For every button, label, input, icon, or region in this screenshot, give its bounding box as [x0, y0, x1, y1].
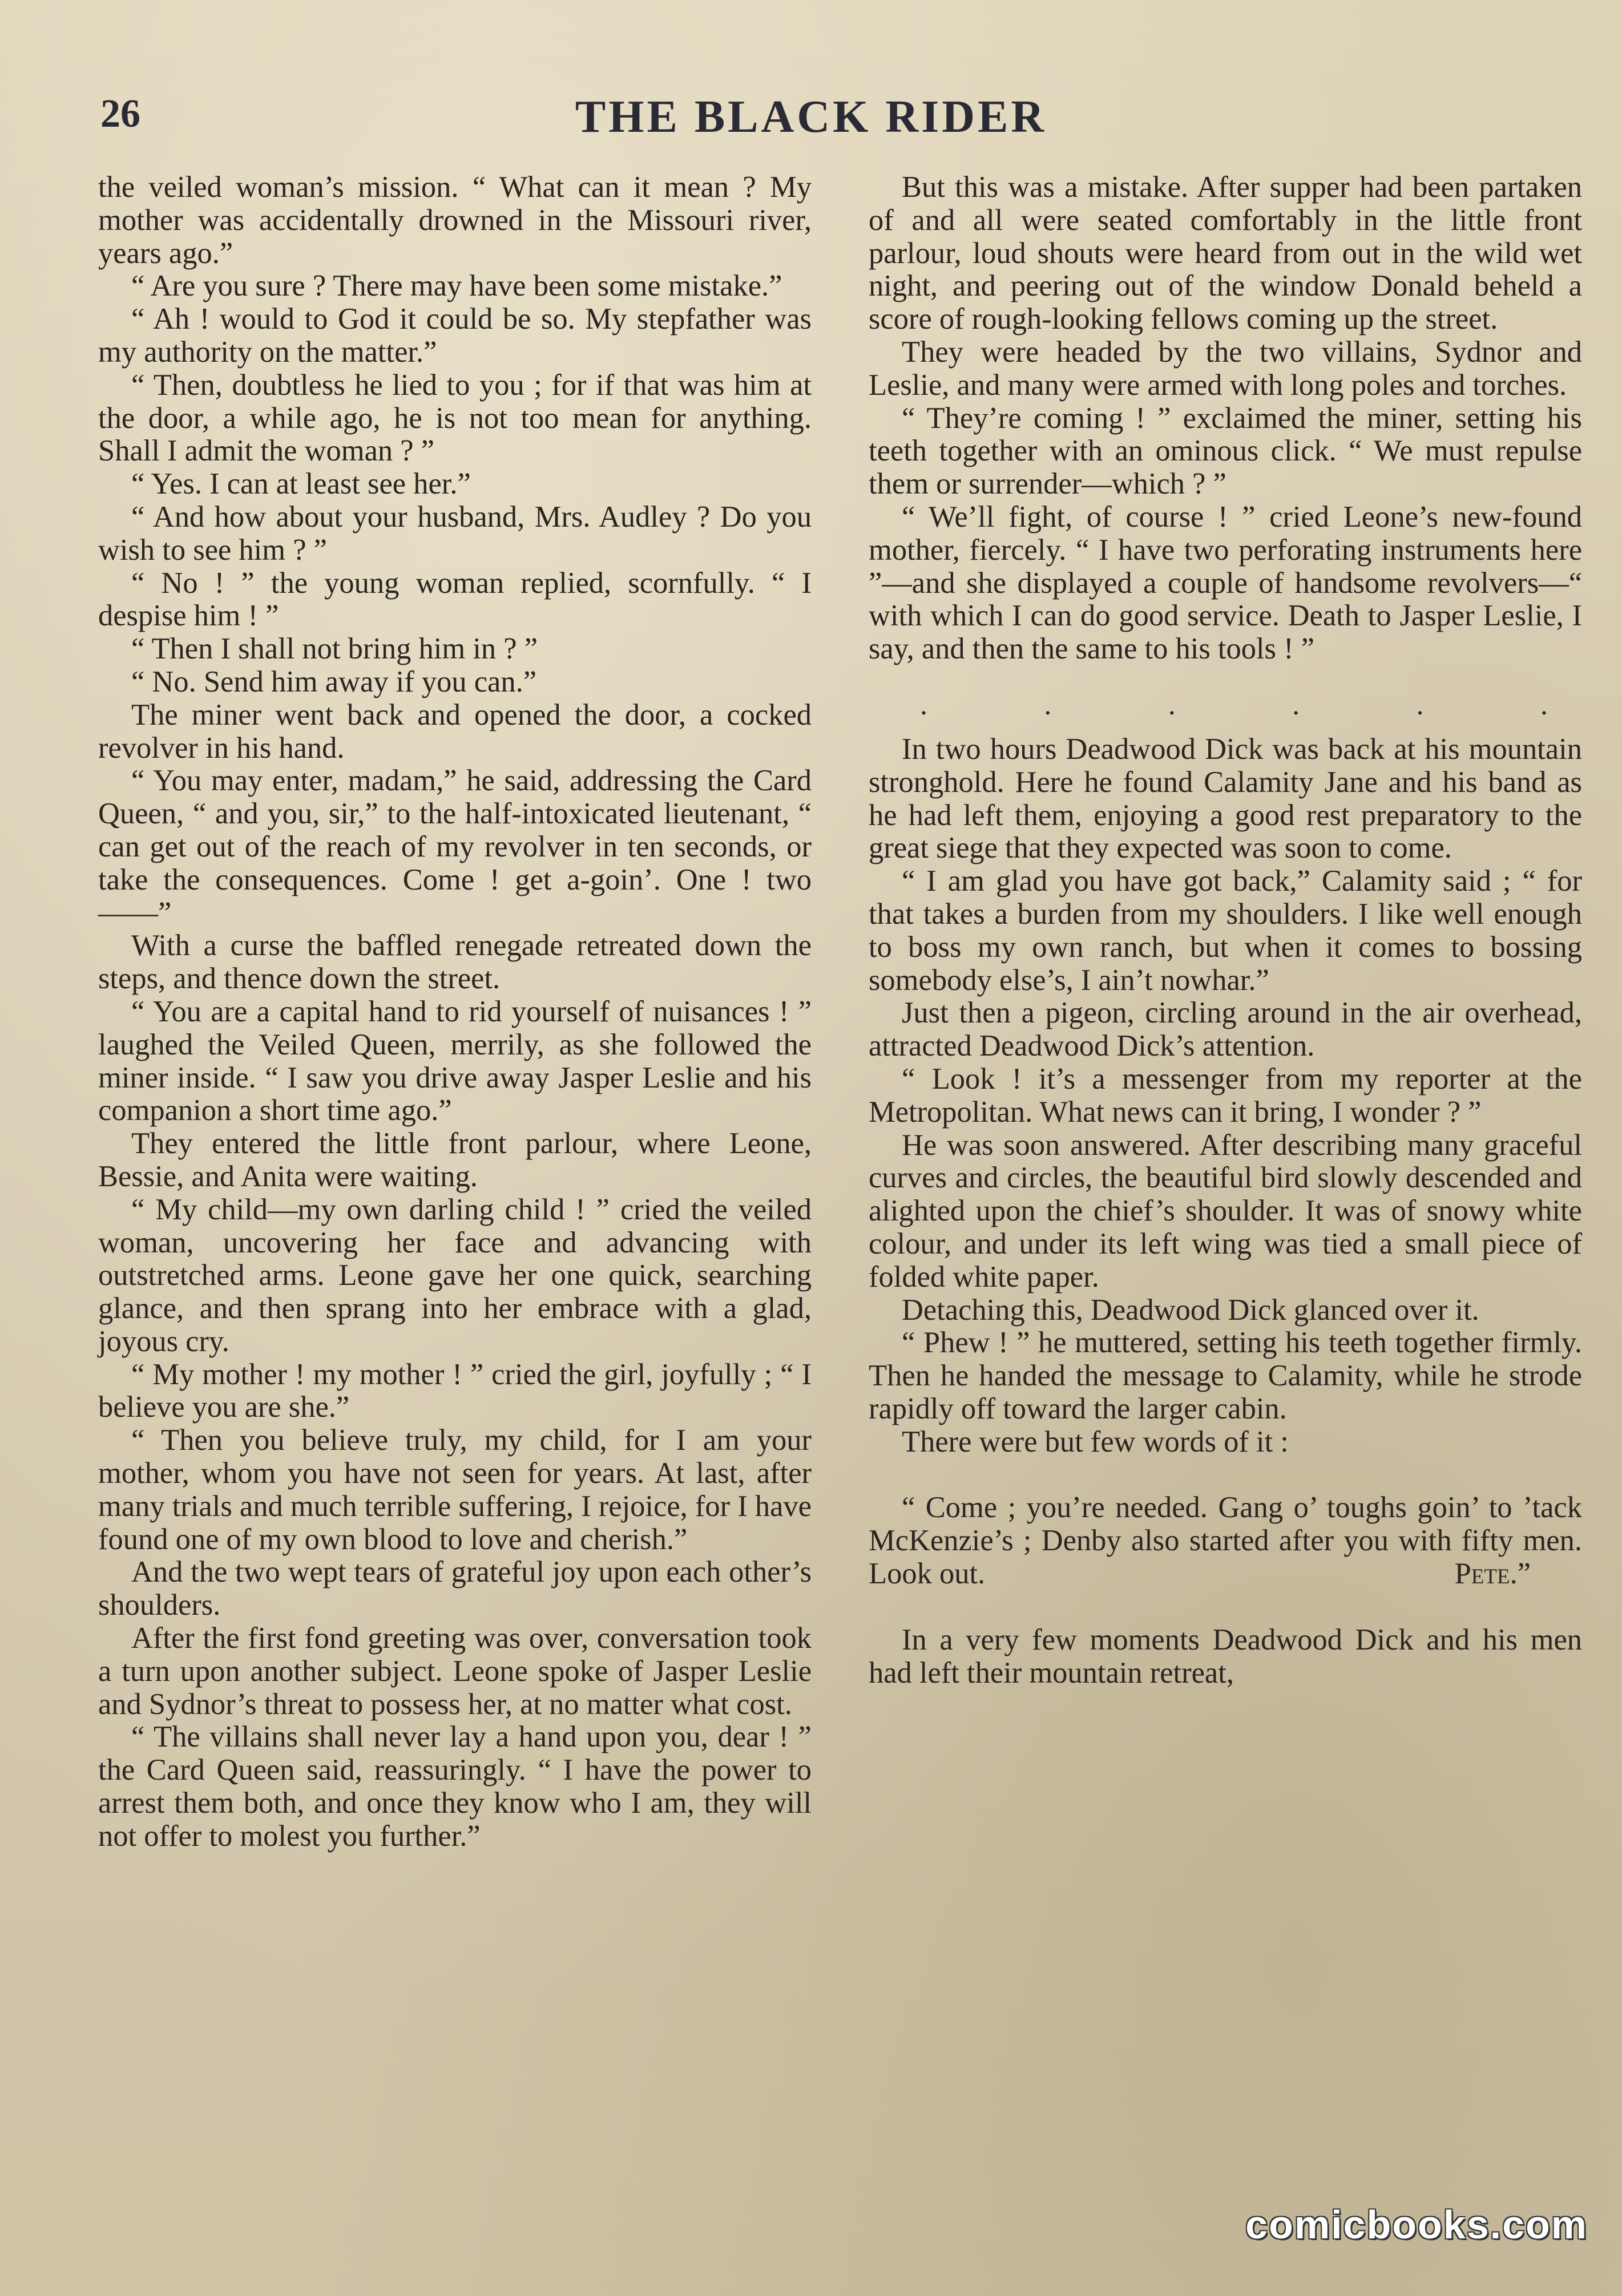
paragraph: The miner went back and opened the door, a cocked revolver in his hand.: [98, 698, 812, 765]
paragraph: “ They’re coming ! ” exclaimed the miner, setting his teeth together with an ominous click. “ We must repulse them or surrender—which ? ”: [869, 401, 1582, 501]
paragraph: After the first fond greeting was over, conversation took a turn upon another subject. Leone spoke of Jasper Leslie and Sydnor’s threat to possess her, at no matter what cost.: [98, 1622, 812, 1721]
paragraph: In two hours Deadwood Dick was back at his mountain stronghold. Here he found Calamity Jane and his band as he had left them, enjoying a good rest preparatory to the great siege that they expected was soon to come.: [869, 732, 1582, 865]
paragraph: “ Look ! it’s a messenger from my reporter at the Metropolitan. What news can it bring, I wonder ? ”: [869, 1062, 1582, 1129]
scene-break-dot: .: [1540, 688, 1548, 721]
paragraph: They were headed by the two villains, Sydnor and Leslie, and many were armed with long poles and torches.: [869, 335, 1582, 402]
right-column: [869, 171, 1582, 2185]
paragraph: Detaching this, Deadwood Dick glanced over it.: [902, 1293, 1479, 1327]
paragraph: “ I am glad you have got back,” Calamity said ; “ for that takes a burden from my shoulders. I like well enough to boss my own ranch, but when it comes to bossing somebody else’s, I ain’t nowhar.”: [869, 864, 1582, 997]
paragraph: They entered the little front parlour, where Leone, Bessie, and Anita were waiting.: [98, 1127, 812, 1193]
page-number: 26: [100, 92, 140, 136]
letter-body: “ Come ; you’re needed. Gang o’ toughs goin’ to ’tack McKenzie’s ; Denby also started after you with fifty men. Look out.: [869, 1491, 1582, 1591]
paragraph: “ Then, doubtless he lied to you ; for if that was him at the door, a while ago, he is not too mean for anything. Shall I admit the woman ? ”: [98, 368, 812, 468]
paragraph: “ No. Send him away if you can.”: [131, 665, 537, 698]
scene-break-dot: .: [1168, 688, 1176, 721]
paragraph: “ Yes. I can at least see her.”: [131, 467, 471, 501]
watermark: comicbooks.com: [1245, 2202, 1588, 2247]
paragraph: “ You may enter, madam,” he said, addressing the Card Queen, “ and you, sir,” to the half-intoxicated lieutenant, “ can get out of the reach of my revolver in ten seconds, or take the consequences. Come ! get a-goin’. One ! two——”: [98, 764, 812, 929]
scene-break-dot: .: [1416, 688, 1424, 721]
paragraph: “ We’ll fight, of course ! ” cried Leone’s new-found mother, fiercely. “ I have two perforating instruments here ”—and she displayed a couple of handsome revolvers—“ with which I can do good service. Death to Jasper Leslie, I say, and then the same to his tools ! ”: [869, 500, 1582, 666]
paragraph: the veiled woman’s mission. “ What can it mean ? My mother was accidentally drowned in the Missouri river, years ago.”: [98, 171, 812, 270]
letter-message: [869, 1491, 1582, 1590]
paragraph: But this was a mistake. After supper had been partaken of and all were seated comfortably in the little front parlour, loud shouts were heard from out in the wild wet night, and peering out of the window Donald beheld a score of rough-looking fellows coming up the street.: [869, 171, 1582, 336]
paragraph: “ Phew ! ” he muttered, setting his teeth together firmly. Then he handed the message to Calamity, while he strode rapidly off toward the larger cabin.: [869, 1326, 1582, 1425]
paragraph: Just then a pigeon, circling around in the air overhead, attracted Deadwood Dick’s attention.: [869, 996, 1582, 1063]
paragraph: “ Then I shall not bring him in ? ”: [131, 632, 538, 666]
scene-break-dot: .: [920, 688, 927, 721]
left-column: [98, 171, 812, 2185]
paragraph: And the two wept tears of grateful joy upon each other’s shoulders.: [98, 1555, 812, 1622]
letter-signature: Pete.”: [1454, 1557, 1531, 1591]
paragraph: “ No ! ” the young woman replied, scornfully. “ I despise him ! ”: [98, 566, 812, 633]
paragraph: “ And how about your husband, Mrs. Audley ? Do you wish to see him ? ”: [98, 500, 812, 567]
paragraph: With a curse the baffled renegade retreated down the steps, and thence down the street.: [98, 929, 812, 996]
paragraph: “ My mother ! my mother ! ” cried the girl, joyfully ; “ I believe you are she.”: [98, 1357, 812, 1424]
paragraph: “ Then you believe truly, my child, for I am your mother, whom you have not seen for years. At last, after many trials and much terrible suffering, I rejoice, for I have found one of my own blood to love and cherish.”: [98, 1424, 812, 1556]
paragraph: “ My child—my own darling child ! ” cried the veiled woman, uncovering her face and advancing with outstretched arms. Leone gave her one quick, searching glance, and then sprang into her embrace with a glad, joyous cry.: [98, 1193, 812, 1358]
scene-break-dot: .: [1292, 688, 1300, 721]
paragraph: He was soon answered. After describing many graceful curves and circles, the beautiful bird slowly descended and alighted upon the chief’s shoulder. It was of snowy white colour, and under its left wing was tied a small piece of folded white paper.: [869, 1128, 1582, 1293]
scene-break: [869, 689, 1582, 722]
running-head-title: THE BLACK RIDER: [575, 92, 1047, 142]
paragraph: “ You are a capital hand to rid yourself of nuisances ! ” laughed the Veiled Queen, merrily, as she followed the miner inside. “ I saw you drive away Jasper Leslie and his companion a short time ago.”: [98, 995, 812, 1127]
paragraph: There were but few words of it :: [902, 1425, 1289, 1458]
paragraph: “ Ah ! would to God it could be so. My stepfather was my authority on the matter.”: [98, 302, 812, 369]
scene-break-dot: .: [1044, 688, 1052, 721]
paragraph: In a very few moments Deadwood Dick and his men had left their mountain retreat,: [869, 1623, 1582, 1689]
paragraph: “ Are you sure ? There may have been some mistake.”: [131, 269, 782, 303]
paragraph: “ The villains shall never lay a hand upon you, dear ! ” the Card Queen said, reassuringly. “ I have the power to arrest them both, and once they know who I am, they will not offer to molest you further.”: [98, 1720, 812, 1853]
